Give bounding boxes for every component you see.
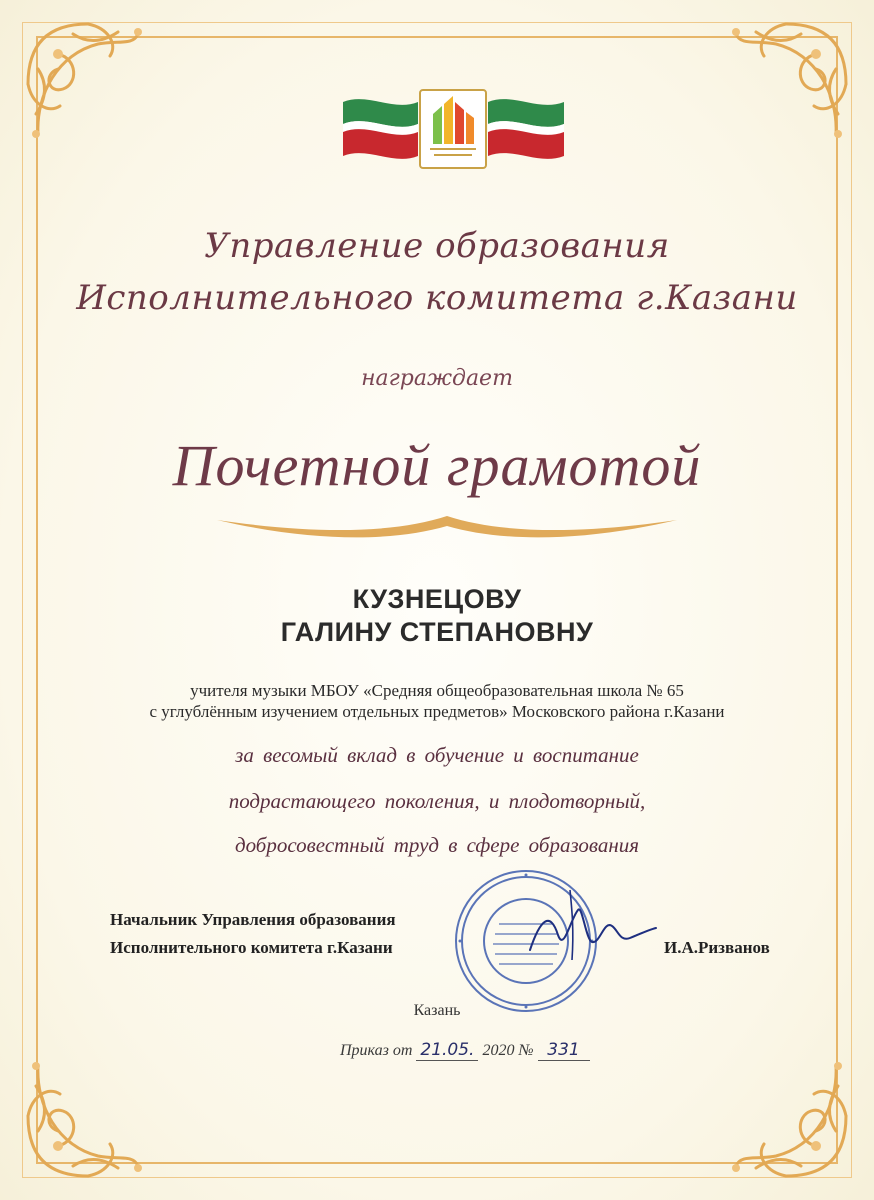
recipient-surname: КУЗНЕЦОВУ [352, 584, 522, 614]
recipient-name: ГАЛИНУ СТЕПАНОВНУ [280, 617, 594, 647]
order-date: 21.05. [416, 1040, 478, 1061]
signatory-name: И.А.Ризванов [664, 938, 770, 957]
award-title: Почетной грамотой [172, 433, 702, 498]
city-name: Казань [413, 1002, 461, 1019]
order-prefix: Приказ от [340, 1042, 413, 1059]
decorative-swash-icon [212, 512, 682, 542]
order-reference [340, 1040, 590, 1061]
issuer-line-2: Исполнительного комитета г.Казани [76, 278, 798, 318]
issuer-line-1: Управление образования [204, 226, 670, 266]
corner-ornament-icon [18, 1036, 168, 1186]
kazan-education-emblem-icon [338, 84, 570, 174]
handwritten-signature-icon [520, 880, 660, 970]
corner-ornament-icon [706, 1036, 856, 1186]
position-line-1: учителя музыки МБОУ «Средняя общеобразовательная школа № 65 [190, 681, 684, 700]
signatory-title-line-2: Исполнительного комитета г.Казани [110, 938, 393, 957]
order-year: 2020 [482, 1042, 515, 1059]
corner-ornament-icon [706, 14, 856, 164]
position-line-2: с углублённым изучением отдельных предметов» Московского района г.Казани [149, 702, 725, 721]
order-number-sign: № [518, 1042, 534, 1059]
reason-line-2: подрастающего поколения, и плодотворный, [228, 789, 646, 813]
corner-ornament-icon [18, 14, 168, 164]
order-number: 331 [538, 1040, 590, 1061]
awards-word: награждает [361, 366, 513, 391]
signatory-title-line-1: Начальник Управления образования [110, 910, 396, 929]
reason-line-3: добросовестный труд в сфере образования [234, 833, 640, 857]
reason-line-1: за весомый вклад в обучение и воспитание [235, 743, 639, 767]
